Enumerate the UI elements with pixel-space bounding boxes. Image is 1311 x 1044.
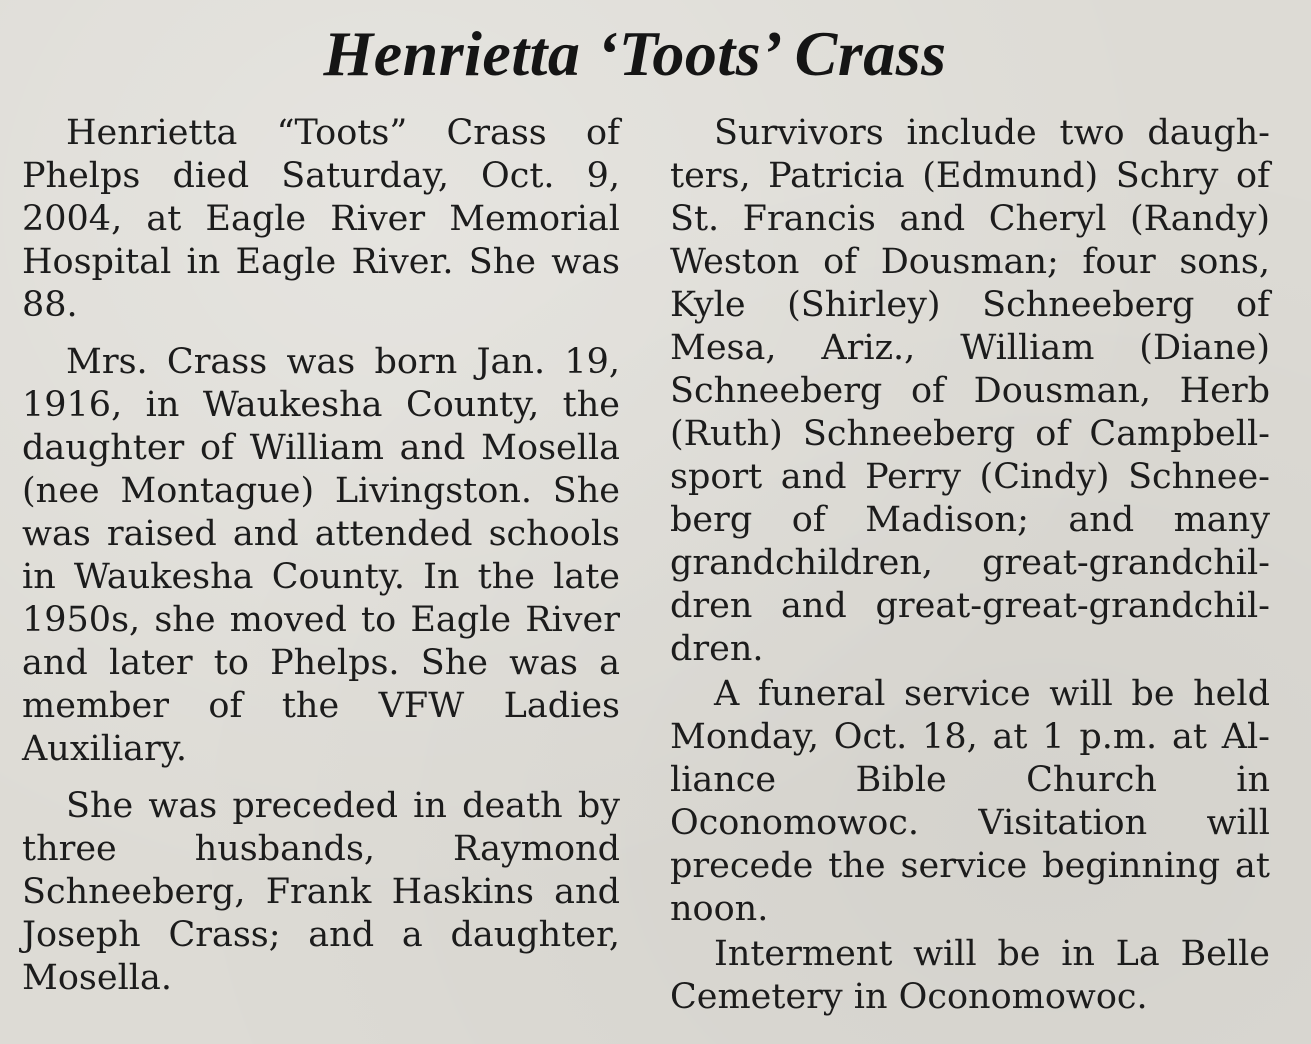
paragraph-survivors: Survivors include two daughters, Patricia (Edmund) Schry of St. Francis and Cheryl (Randy) Weston of Dousman; four sons, Kyle (Shirley) Schneeberg of Mesa, Ariz., William (Diane) Schneeberg of Dousman, Herb (Ruth) Schneeberg of Campbellsport and Perry (Cindy) Schneeberg of Madison; and many grandchildren, great-grandchildren and great-great-grandchildren. bbox=[670, 113, 1270, 669]
left-column bbox=[22, 112, 620, 1000]
paragraph-funeral-service: A funeral service will be held Monday, Oct. 18, at 1 p.m. at Alliance Bible Church in Oconomowoc. Visitation will precede the service beginning at noon. bbox=[670, 674, 1270, 929]
paragraph-death-notice: Henrietta “Toots” Crass of Phelps died Saturday, Oct. 9, 2004, at Eagle River Memorial Hospital in Eagle River. She was 88. bbox=[22, 113, 620, 325]
obituary-title: Henrietta ‘Toots’ Crass bbox=[323, 18, 947, 89]
right-column bbox=[670, 112, 1270, 1019]
paragraph-interment: Interment will be in La Belle Cemetery in Oconomowoc. bbox=[670, 934, 1270, 1017]
paragraph-preceded-in-death: She was preceded in death by three husbands, Raymond Schneeberg, Frank Haskins and Joseph Crass; and a daughter, Mosella. bbox=[22, 786, 620, 998]
paragraph-biography: Mrs. Crass was born Jan. 19, 1916, in Waukesha County, the daughter of William and Mosella (nee Montague) Livingston. She was raised and attended schools in Waukesha County. In the late 1950s, she moved to Eagle River and later to Phelps. She was a member of the VFW Ladies Auxiliary. bbox=[22, 342, 620, 769]
